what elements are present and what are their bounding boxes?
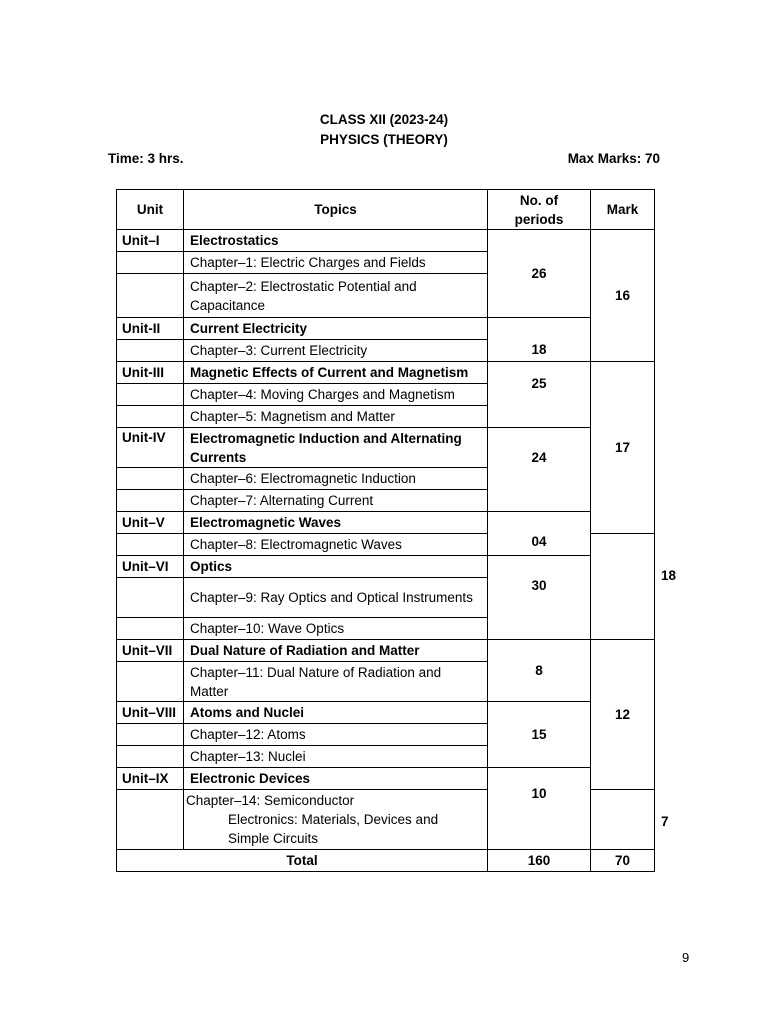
document-subtitle: PHYSICS (THEORY) bbox=[320, 132, 448, 147]
periods-cell: 15 bbox=[488, 702, 591, 768]
chapter-cell: Chapter–8: Electromagnetic Waves bbox=[184, 534, 488, 556]
unit-label: Unit–V bbox=[117, 512, 184, 534]
table-row bbox=[117, 230, 655, 252]
periods-cell: 04 bbox=[488, 512, 591, 556]
periods-cell: 18 bbox=[488, 318, 591, 362]
marks-cell: 12 bbox=[591, 640, 655, 790]
chapter-cell: Chapter–13: Nuclei bbox=[184, 746, 488, 768]
unit-topic: Electronic Devices bbox=[184, 768, 488, 790]
table-row bbox=[117, 702, 655, 724]
periods-cell: 24 bbox=[488, 428, 591, 512]
empty-cell bbox=[117, 406, 184, 428]
empty-cell bbox=[117, 746, 184, 768]
unit-topic: Dual Nature of Radiation and Matter bbox=[184, 640, 488, 662]
unit-label: Unit–VIII bbox=[117, 702, 184, 724]
unit-topic: Electrostatics bbox=[184, 230, 488, 252]
periods-cell: 25 bbox=[488, 362, 591, 428]
empty-cell bbox=[117, 468, 184, 490]
chapter-cell: Chapter–5: Magnetism and Matter bbox=[184, 406, 488, 428]
unit-label: Unit–VI bbox=[117, 556, 184, 578]
table-row bbox=[117, 318, 655, 340]
empty-cell bbox=[117, 490, 184, 512]
total-row bbox=[117, 850, 655, 872]
empty-cell bbox=[117, 274, 184, 318]
total-label: Total bbox=[117, 850, 488, 872]
max-marks: Max Marks: 70 bbox=[567, 151, 660, 166]
total-marks: 70 bbox=[591, 850, 655, 872]
chapter-cell: Chapter–9: Ray Optics and Optical Instruments bbox=[184, 578, 488, 618]
table-row bbox=[117, 556, 655, 578]
chapter-cell: Chapter–3: Current Electricity bbox=[184, 340, 488, 362]
unit-label: Unit-II bbox=[117, 318, 184, 340]
unit-column-header: Unit bbox=[117, 190, 184, 230]
empty-cell bbox=[117, 662, 184, 702]
unit-topic: Optics bbox=[184, 556, 488, 578]
unit-label: Unit–I bbox=[117, 230, 184, 252]
unit-label: Unit–VII bbox=[117, 640, 184, 662]
periods-cell: 10 bbox=[488, 768, 591, 850]
mark-column-header: Mark bbox=[591, 190, 655, 230]
exam-time: Time: 3 hrs. bbox=[108, 151, 184, 166]
unit-topic: Electromagnetic Waves bbox=[184, 512, 488, 534]
empty-cell bbox=[117, 724, 184, 746]
unit-topic: Magnetic Effects of Current and Magnetism bbox=[184, 362, 488, 384]
chapter-line: Chapter–14: Semiconductor bbox=[186, 793, 355, 808]
empty-cell bbox=[117, 252, 184, 274]
total-periods: 160 bbox=[488, 850, 591, 872]
chapter-cell: Chapter–4: Moving Charges and Magnetism bbox=[184, 384, 488, 406]
empty-cell bbox=[117, 578, 184, 618]
chapter-cell bbox=[184, 790, 488, 850]
unit-label: Unit-III bbox=[117, 362, 184, 384]
unit-topic: Electromagnetic Induction and Alternating Currents bbox=[184, 428, 488, 468]
periods-cell: 30 bbox=[488, 556, 591, 640]
unit-label: Unit–IX bbox=[117, 768, 184, 790]
table-row: Unit–IX Electronic Devices 10 7 bbox=[117, 768, 655, 790]
marks-cell: 17 bbox=[591, 362, 655, 534]
unit-label: Unit-IV bbox=[117, 428, 184, 468]
periods-cell: 26 bbox=[488, 230, 591, 318]
chapter-cell: Chapter–10: Wave Optics bbox=[184, 618, 488, 640]
unit-topic: Current Electricity bbox=[184, 318, 488, 340]
page-number: 9 bbox=[682, 950, 690, 965]
table-header-row bbox=[117, 190, 655, 230]
chapter-cell: Chapter–12: Atoms bbox=[184, 724, 488, 746]
document-title: CLASS XII (2023-24) bbox=[319, 112, 449, 127]
periods-column-header: No. of periods bbox=[488, 190, 591, 230]
table-row bbox=[117, 428, 655, 468]
table-row: Unit–V Electromagnetic Waves 04 18 bbox=[117, 512, 655, 534]
chapter-line-continued: Electronics: Materials, Devices and Simple Circuits bbox=[228, 812, 439, 846]
table-row bbox=[117, 640, 655, 662]
empty-cell bbox=[117, 790, 184, 850]
empty-cell bbox=[117, 618, 184, 640]
unit-topic: Atoms and Nuclei bbox=[184, 702, 488, 724]
chapter-cell: Chapter–2: Electrostatic Potential and Capacitance bbox=[184, 274, 488, 318]
chapter-cell: Chapter–11: Dual Nature of Radiation and Matter bbox=[184, 662, 488, 702]
marks-cell: 16 bbox=[591, 230, 655, 362]
periods-cell: 8 bbox=[488, 640, 591, 702]
empty-cell bbox=[117, 340, 184, 362]
chapter-cell: Chapter–7: Alternating Current bbox=[184, 490, 488, 512]
empty-cell bbox=[117, 534, 184, 556]
syllabus-table bbox=[116, 189, 677, 872]
topics-column-header: Topics bbox=[184, 190, 488, 230]
chapter-cell: Chapter–6: Electromagnetic Induction bbox=[184, 468, 488, 490]
chapter-cell: Chapter–1: Electric Charges and Fields bbox=[184, 252, 488, 274]
empty-cell bbox=[117, 384, 184, 406]
table-row bbox=[117, 362, 655, 384]
